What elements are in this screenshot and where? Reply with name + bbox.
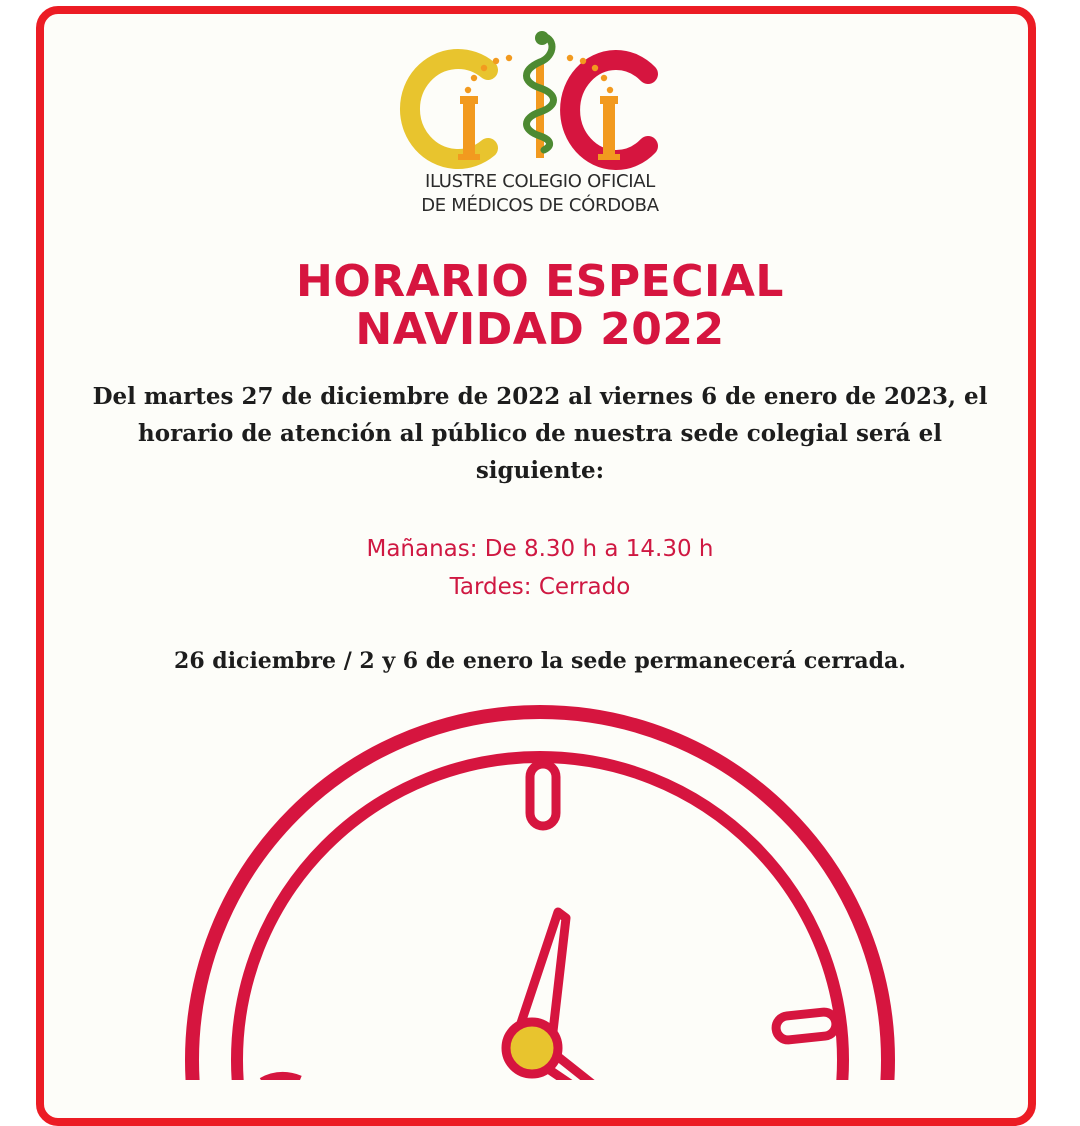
title-line-1: HORARIO ESPECIAL [296,256,784,307]
page-title [140,258,940,354]
caduceus-logo-icon [0,0,1080,170]
logo-letter-c-left [410,59,488,159]
organization-name-line-1: ILUSTRE COLEGIO OFICIAL [424,171,656,192]
organization-name [340,170,740,218]
organization-name-line-2: DE MÉDICOS DE CÓRDOBA [421,195,659,216]
schedule-mornings: Mañanas: De 8.30 h a 14.30 h [366,536,714,562]
intro-paragraph: Del martes 27 de diciembre de 2022 al viernes 6 de enero de 2023, el horario de atención al público de nuestra sede colegial será el siguiente: [92,383,988,484]
schedule-block [140,530,940,606]
closed-days-notice: 26 diciembre / 2 y 6 de enero la sede permanecerá cerrada. [174,648,906,674]
schedule-afternoons: Tardes: Cerrado [449,574,631,600]
title-line-2: NAVIDAD 2022 [355,304,725,355]
